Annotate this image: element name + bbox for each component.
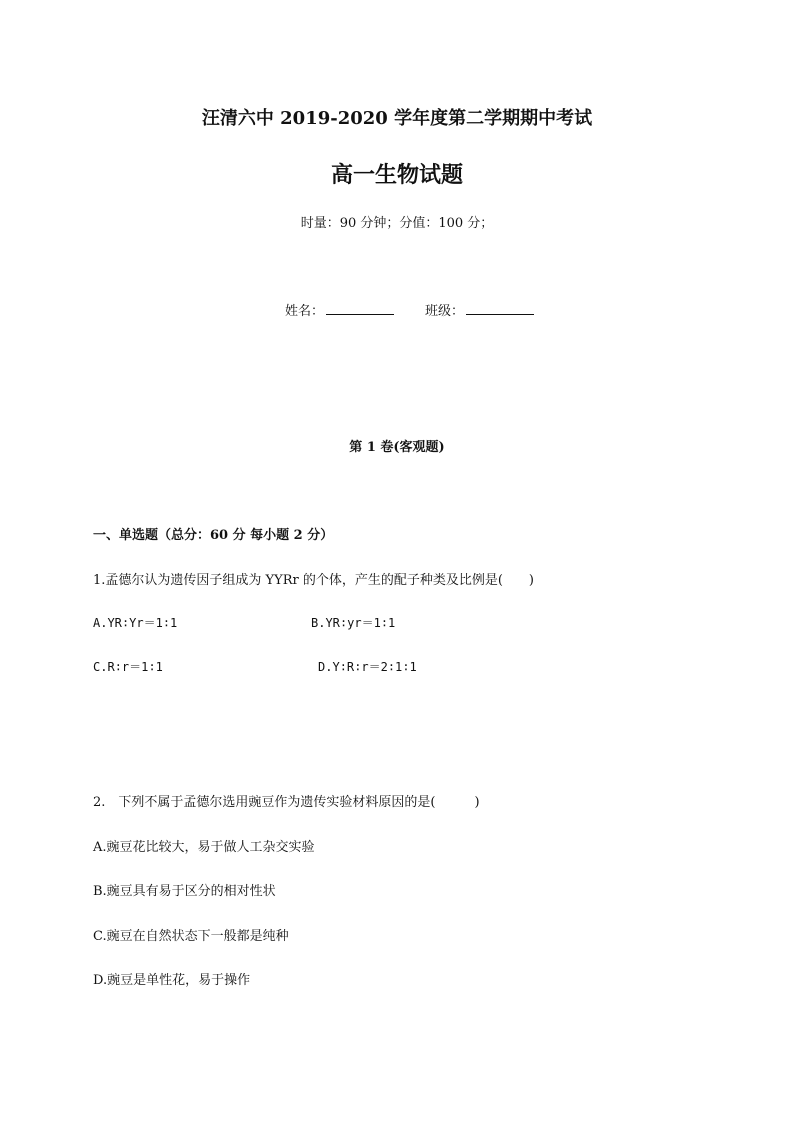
exam-meta: 时量：90 分钟；分值：100 分； [300, 216, 494, 231]
question-2-option-b: B.豌豆具有易于区分的相对性状 [93, 884, 276, 899]
class-field [425, 300, 534, 319]
question-2-option-d: D.豌豆是单性花，易于操作 [93, 973, 251, 988]
school-exam-title: 汪清六中 2019-2020 学年度第二学期期中考试 [201, 108, 593, 129]
question-2-option-c: C.豌豆在自然状态下一般都是纯种 [93, 929, 289, 944]
volume-title: 第 1 卷(客观题) [349, 440, 445, 455]
name-field [285, 300, 394, 319]
question-1-stem: 1.孟德尔认为遗传因子组成为 YYRr 的个体，产生的配子种类及比例是( ) [93, 573, 534, 588]
subject-title: 高一生物试题 [330, 162, 463, 188]
question-2-stem: 2. 下列不属于孟德尔选用豌豆作为遗传实验材料原因的是( ) [93, 795, 480, 810]
class-label: 班级： [425, 304, 465, 319]
section-heading: 一、单选题（总分：60 分 每小题 2 分） [93, 528, 334, 543]
question-1-option-c: C.R∶r＝1∶1 [93, 660, 163, 674]
question-1-option-d: D.Y∶R∶r＝2∶1∶1 [318, 660, 417, 674]
name-blank [326, 302, 394, 315]
name-label: 姓名： [285, 304, 325, 319]
question-1-option-a: A.YR∶Yr＝1∶1 [93, 616, 178, 630]
question-1-option-b: B.YR∶yr＝1∶1 [311, 616, 396, 630]
question-2-option-a: A.豌豆花比较大，易于做人工杂交实验 [93, 840, 315, 855]
class-blank [466, 302, 534, 315]
